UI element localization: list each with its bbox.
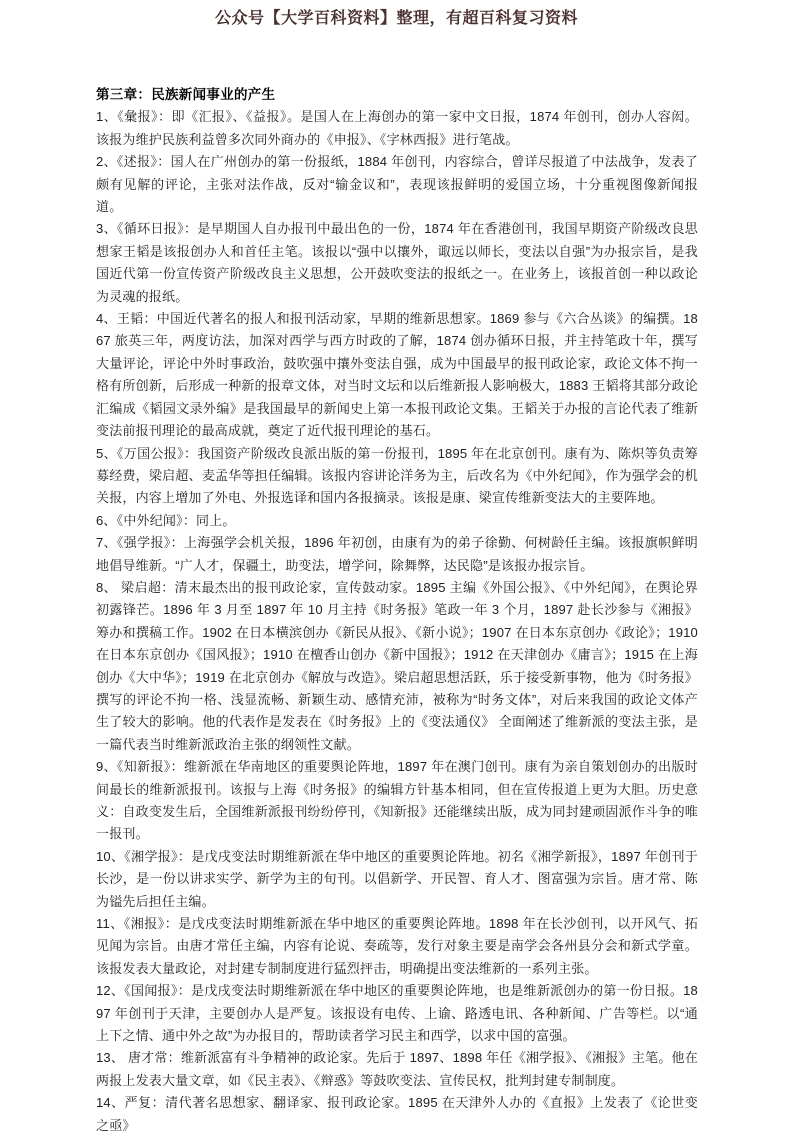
note-paragraph: 4、王韬：中国近代著名的报人和报刊活动家，早期的维新思想家。1869 参与《六合丛谈》的编撰。1867 旅英三年，两度访法，加深对西学与西方时政的了解，1874 创办循环日报，并主持笔政十年，撰写大量评论，评论中外时事政治，鼓吹强中攘外变法自强，成为中国最早的报刊政论家，政论文体不拘一格有所创新，后形成一种新的报章文体，对当时文坛和以后维新报人影响极大，1883 王韬将其部分政论汇编成《韬园文录外编》是我国最早的新闻史上第一本报刊政论文集。王韬关于办报的言论代表了维新变法前报刊理论的最高成就，奠定了近代报刊理论的基石。 (96, 311, 698, 439)
note-paragraph: 8、 梁启超：清末最杰出的报刊政论家，宣传鼓动家。1895 主编《外国公报》、《中外纪闻》，在舆论界初露锋芒。1896 年 3 月至 1897 年 10 月主持《时务报》笔政一年 3 个月，1897 赴长沙参与《湘报》筹办和撰稿工作。1902 在日本横滨创办《新民从报》、《新小说》；1907 在日本东京创办《政论》；1910 在日本东京创办《国风报》；1910 在檀香山创办《新中国报》；1912 在天津创办《庸言》；1915 在上海创办《大中华》；1919 在北京创办《解放与改造》。梁启超思想活跃，乐于接受新事物，他为《时务报》撰写的评论不拘一格、浅显流畅、新颖生动、感情充沛，被称为“时务文体”，对后来我国的政论文体产生了较大的影响。他的代表作是发表在《时务报》上的《变法通仪》 全面阐述了维新派的变法主张，是一篇代表当时维新派政治主张的纲领性文献。 (96, 579, 698, 752)
note-paragraph: 7、《强学报》：上海强学会机关报，1896 年初创，由康有为的弟子徐勤、何树龄任主编。该报旗帜鲜明地倡导维新。“广人才，保疆土，助变法，增学问，除舞弊，达民隐”是该报办报宗旨。 (96, 535, 698, 573)
note-paragraph: 10、《湘学报》：是戊戌变法时期维新派在华中地区的重要舆论阵地。初名《湘学新报》，1897 年创刊于长沙，是一份以讲求实学、新学为主的旬刊。以倡新学、开民智、育人才、图富强为宗旨。唐才常、陈为镒先后担任主编。 (96, 848, 698, 909)
note-paragraph: 3、《循环日报》：是早期国人自办报刊中最出色的一份，1874 年在香港创刊，我国早期资产阶级改良思想家王韬是该报创办人和首任主笔。该报以“强中以攘外，诹远以师长，变法以自强”为办报宗旨，是我国近代第一份宣传资产阶级改良主义思想，公开鼓吹变法的报纸之一。在业务上，该报首创一种以政论为灵魂的报纸。 (96, 221, 698, 304)
notes-list (96, 106, 698, 1137)
note-paragraph: 6、《中外纪闻》：同上。 (96, 512, 236, 528)
chapter-title: 第三章：民族新闻事业的产生 (96, 87, 276, 102)
note-paragraph: 1、《彙报》：即《汇报》、《益报》。是国人在上海创办的第一家中文日报，1874 年创刊，创办人容闳。该报为维护民族利益曾多次同外商办的《申报》、《字林西报》进行笔战。 (96, 109, 698, 147)
page-header-watermark: 公众号【大学百科资料】整理，有超百科复习资料 (214, 10, 578, 27)
note-paragraph: 9、《知新报》：维新派在华南地区的重要舆论阵地，1897 年在澳门创刊。康有为亲自策划创办的出版时间最长的维新派报刊。该报与上海《时务报》的编辑方针基本相同，但在宣传报道上更为大胆。历史意义：自政变发生后，全国维新派报刊纷纷停刊，《知新报》还能继续出版，成为同封建顽固派作斗争的唯一报刊。 (96, 759, 698, 842)
note-paragraph: 5、《万国公报》：我国资产阶级改良派出版的第一份报刊，1895 年在北京创刊。康有为、陈炽等负责筹募经费，梁启超、麦孟华等担任编辑。该报内容讲论洋务为主，后改名为《中外纪闻》，作为强学会的机关报，内容上增加了外电、外报选译和国内各报摘录。该报是康、梁宣传维新变法大的主要阵地。 (96, 445, 698, 506)
note-paragraph: 13、 唐才常：维新派富有斗争精神的政论家。先后于 1897、1898 年任《湘学报》、《湘报》主笔。他在两报上发表大量文章，如《民主表》、《辩惑》等鼓吹变法、宣传民权，批判封建专制制度。 (96, 1050, 698, 1088)
note-paragraph: 12、《国闻报》：是戊戌变法时期维新派在华中地区的重要舆论阵地，也是维新派创办的第一份日报。1897 年创刊于天津，主要创办人是严复。该报设有电传、上谕、路透电讯、各种新闻、广告等栏。以“通上下之情、通中外之故”为办报目的，帮助读者学习民主和西学，以求中国的富强。 (96, 983, 698, 1044)
note-paragraph: 2、《述报》：国人在广州创办的第一份报纸，1884 年创刊，内容综合，曾详尽报道了中法战争，发表了颇有见解的评论，主张对法作战，反对“输金议和”，表现该报鲜明的爱国立场，十分重视图像新闻报道。 (96, 154, 698, 215)
note-paragraph: 11、《湘报》：是戊戌变法时期维新派在华中地区的重要舆论阵地。1898 年在长沙创刊，以开风气、拓见闻为宗旨。由唐才常任主编，内容有论说、奏疏等，发行对象主要是南学会各州县分会和新式学童。该报发表大量政论，对封建专制制度进行猛烈抨击，明确提出变法维新的一系列主张。 (96, 916, 698, 976)
document-body (96, 84, 698, 1137)
note-paragraph: 14、严复：清代著名思想家、翻译家、报刊政论家。1895 在天津外人办的《直报》上发表了《论世变之亟》 (96, 1095, 698, 1133)
